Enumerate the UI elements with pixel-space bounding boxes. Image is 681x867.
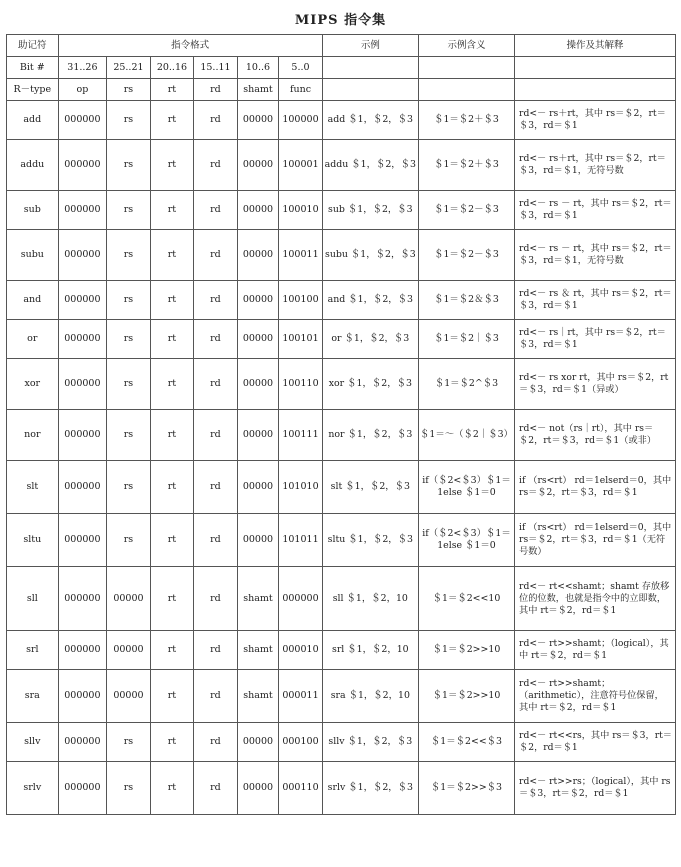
rd-cell: rd — [194, 631, 238, 670]
bit-row — [7, 57, 676, 79]
func-cell: 101011 — [279, 514, 323, 567]
rtype-op: op — [58, 79, 107, 101]
mnemonic-cell: addu — [7, 140, 59, 191]
example-meaning-cell: ＄1＝～（＄2｜＄3） — [418, 410, 514, 461]
rt-cell: rt — [150, 191, 194, 230]
example-meaning-cell: ＄1＝＄2－＄3 — [418, 230, 514, 281]
op-cell: 000000 — [58, 101, 107, 140]
op-cell: 000000 — [58, 670, 107, 723]
rtype-rt: rt — [150, 79, 194, 101]
empty-cell — [515, 57, 676, 79]
op-cell: 000000 — [58, 230, 107, 281]
operation-cell: rd<－ rs ＆ rt，其中 rs＝＄2，rt＝＄3，rd＝＄1 — [515, 281, 676, 320]
operation-cell: rd<－ not（rs｜rt），其中 rs＝＄2，rt＝＄3，rd＝＄1（或非） — [515, 410, 676, 461]
operation-cell: rd<－ rs｜rt，其中 rs＝＄2，rt＝＄3，rd＝＄1 — [515, 320, 676, 359]
rt-cell: rt — [150, 762, 194, 815]
rs-cell: 00000 — [107, 567, 151, 631]
instruction-row — [7, 723, 676, 762]
example-cell: sltu ＄1，＄2，＄3 — [322, 514, 418, 567]
rt-cell: rt — [150, 320, 194, 359]
instruction-row — [7, 230, 676, 281]
header-mnemonic: 助记符 — [7, 35, 59, 57]
rs-cell: rs — [107, 762, 151, 815]
mnemonic-cell: sltu — [7, 514, 59, 567]
rt-cell: rt — [150, 567, 194, 631]
rs-cell: rs — [107, 101, 151, 140]
example-cell: xor ＄1，＄2，＄3 — [322, 359, 418, 410]
op-cell: 000000 — [58, 514, 107, 567]
example-meaning-cell: ＄1＝＄2^＄3 — [418, 359, 514, 410]
rt-cell: rt — [150, 230, 194, 281]
instruction-row — [7, 359, 676, 410]
operation-cell: rd<－ rs xor rt，其中 rs＝＄2，rt＝＄3，rd＝＄1（异或） — [515, 359, 676, 410]
example-cell: addu ＄1，＄2，＄3 — [322, 140, 418, 191]
rs-cell: rs — [107, 410, 151, 461]
op-cell: 000000 — [58, 359, 107, 410]
func-cell: 000010 — [279, 631, 323, 670]
bit-rs: 25..21 — [107, 57, 151, 79]
example-meaning-cell: ＄1＝＄2>>10 — [418, 670, 514, 723]
bit-rd: 15..11 — [194, 57, 238, 79]
op-cell: 000000 — [58, 461, 107, 514]
rd-cell: rd — [194, 320, 238, 359]
shamt-cell: 00000 — [237, 723, 278, 762]
rt-cell: rt — [150, 723, 194, 762]
instruction-row — [7, 670, 676, 723]
mnemonic-cell: add — [7, 101, 59, 140]
operation-cell: if （rs<rt） rd＝1elserd＝0，其中 rs＝＄2，rt＝＄3，rd＝＄1 — [515, 461, 676, 514]
page-title: MIPS 指令集 — [294, 13, 387, 28]
instruction-row — [7, 281, 676, 320]
shamt-cell: shamt — [237, 631, 278, 670]
rt-cell: rt — [150, 514, 194, 567]
header-format: 指令格式 — [58, 35, 322, 57]
rd-cell: rd — [194, 359, 238, 410]
example-cell: sub ＄1，＄2，＄3 — [322, 191, 418, 230]
instruction-row — [7, 461, 676, 514]
func-cell: 100000 — [279, 101, 323, 140]
rtype-rd: rd — [194, 79, 238, 101]
mnemonic-cell: sub — [7, 191, 59, 230]
header-row — [7, 35, 676, 57]
example-meaning-cell: ＄1＝＄2＋＄3 — [418, 140, 514, 191]
mnemonic-cell: srlv — [7, 762, 59, 815]
func-cell: 101010 — [279, 461, 323, 514]
shamt-cell: 00000 — [237, 461, 278, 514]
mips-instruction-table — [6, 34, 676, 815]
mnemonic-cell: sllv — [7, 723, 59, 762]
rd-cell: rd — [194, 140, 238, 191]
rtype-rs: rs — [107, 79, 151, 101]
rtype-shamt: shamt — [237, 79, 278, 101]
func-cell: 100100 — [279, 281, 323, 320]
op-cell: 000000 — [58, 762, 107, 815]
example-cell: and ＄1，＄2，＄3 — [322, 281, 418, 320]
rd-cell: rd — [194, 101, 238, 140]
shamt-cell: 00000 — [237, 191, 278, 230]
example-meaning-cell: ＄1＝＄2<<10 — [418, 567, 514, 631]
instruction-row — [7, 101, 676, 140]
operation-cell: rd<－ rt<<shamt；shamt 存放移位的位数，也就是指令中的立即数，其中 rt＝＄2，rd＝＄1 — [515, 567, 676, 631]
example-meaning-cell: ＄1＝＄2＆＄3 — [418, 281, 514, 320]
operation-cell: rd<－ rt>>shamt；（logical），其中 rt＝＄2，rd＝＄1 — [515, 631, 676, 670]
shamt-cell: 00000 — [237, 359, 278, 410]
instruction-rows — [7, 101, 676, 815]
mnemonic-cell: or — [7, 320, 59, 359]
instruction-row — [7, 762, 676, 815]
rt-cell: rt — [150, 410, 194, 461]
rd-cell: rd — [194, 670, 238, 723]
mnemonic-cell: sll — [7, 567, 59, 631]
shamt-cell: shamt — [237, 670, 278, 723]
rd-cell: rd — [194, 410, 238, 461]
rd-cell: rd — [194, 567, 238, 631]
func-cell: 000110 — [279, 762, 323, 815]
example-cell: sra ＄1，＄2，10 — [322, 670, 418, 723]
func-cell: 100101 — [279, 320, 323, 359]
instruction-row — [7, 410, 676, 461]
rt-cell: rt — [150, 461, 194, 514]
empty-cell — [515, 79, 676, 101]
bit-shamt: 10..6 — [237, 57, 278, 79]
example-meaning-cell: ＄1＝＄2<<＄3 — [418, 723, 514, 762]
instruction-row — [7, 140, 676, 191]
func-cell: 000000 — [279, 567, 323, 631]
rt-cell: rt — [150, 140, 194, 191]
mnemonic-cell: srl — [7, 631, 59, 670]
instruction-row — [7, 514, 676, 567]
example-meaning-cell: if（＄2<＄3）＄1＝1else ＄1＝0 — [418, 461, 514, 514]
rt-cell: rt — [150, 359, 194, 410]
example-cell: subu ＄1，＄2，＄3 — [322, 230, 418, 281]
header-operation: 操作及其解释 — [515, 35, 676, 57]
example-cell: nor ＄1，＄2，＄3 — [322, 410, 418, 461]
rs-cell: rs — [107, 191, 151, 230]
operation-cell: rd<－ rs － rt，其中 rs＝＄2，rt＝＄3，rd＝＄1 — [515, 191, 676, 230]
func-cell: 100001 — [279, 140, 323, 191]
bit-label: Bit # — [7, 57, 59, 79]
instruction-row — [7, 567, 676, 631]
shamt-cell: 00000 — [237, 230, 278, 281]
shamt-cell: 00000 — [237, 410, 278, 461]
shamt-cell: 00000 — [237, 320, 278, 359]
example-meaning-cell: if（＄2<＄3）＄1＝1else ＄1＝0 — [418, 514, 514, 567]
example-cell: slt ＄1，＄2，＄3 — [322, 461, 418, 514]
rd-cell: rd — [194, 191, 238, 230]
empty-cell — [322, 79, 418, 101]
rs-cell: rs — [107, 230, 151, 281]
func-cell: 100110 — [279, 359, 323, 410]
op-cell: 000000 — [58, 140, 107, 191]
rs-cell: rs — [107, 461, 151, 514]
rd-cell: rd — [194, 230, 238, 281]
operation-cell: rd<－ rt>>rs；（logical），其中 rs＝＄3，rt＝＄2，rd＝＄1 — [515, 762, 676, 815]
op-cell: 000000 — [58, 567, 107, 631]
instruction-row — [7, 191, 676, 230]
example-meaning-cell: ＄1＝＄2｜＄3 — [418, 320, 514, 359]
header-example-meaning: 示例含义 — [418, 35, 514, 57]
rd-cell: rd — [194, 762, 238, 815]
func-cell: 100011 — [279, 230, 323, 281]
func-cell: 100010 — [279, 191, 323, 230]
mnemonic-cell: and — [7, 281, 59, 320]
operation-cell: rd<－ rs＋rt，其中 rs＝＄2，rt＝＄3，rd＝＄1，无符号数 — [515, 140, 676, 191]
op-cell: 000000 — [58, 723, 107, 762]
func-cell: 000100 — [279, 723, 323, 762]
bit-func: 5..0 — [279, 57, 323, 79]
mnemonic-cell: xor — [7, 359, 59, 410]
op-cell: 000000 — [58, 281, 107, 320]
rt-cell: rt — [150, 670, 194, 723]
instruction-row — [7, 631, 676, 670]
example-meaning-cell: ＄1＝＄2>>10 — [418, 631, 514, 670]
rd-cell: rd — [194, 723, 238, 762]
shamt-cell: 00000 — [237, 514, 278, 567]
empty-cell — [418, 79, 514, 101]
example-cell: or ＄1，＄2，＄3 — [322, 320, 418, 359]
func-cell: 000011 — [279, 670, 323, 723]
rt-cell: rt — [150, 631, 194, 670]
shamt-cell: 00000 — [237, 140, 278, 191]
shamt-cell: 00000 — [237, 762, 278, 815]
operation-cell: rd<－ rt>>shamt；（arithmetic），注意符号位保留，其中 rt＝＄2，rd＝＄1 — [515, 670, 676, 723]
bit-op: 31..26 — [58, 57, 107, 79]
operation-cell: rd<－ rs － rt，其中 rs＝＄2，rt＝＄3，rd＝＄1，无符号数 — [515, 230, 676, 281]
example-meaning-cell: ＄1＝＄2>>＄3 — [418, 762, 514, 815]
rs-cell: rs — [107, 140, 151, 191]
rt-cell: rt — [150, 101, 194, 140]
example-cell: srl ＄1，＄2，10 — [322, 631, 418, 670]
example-meaning-cell: ＄1＝＄2＋＄3 — [418, 101, 514, 140]
func-cell: 100111 — [279, 410, 323, 461]
shamt-cell: 00000 — [237, 101, 278, 140]
rs-cell: rs — [107, 514, 151, 567]
example-cell: srlv ＄1，＄2，＄3 — [322, 762, 418, 815]
example-cell: sllv ＄1，＄2，＄3 — [322, 723, 418, 762]
instruction-row — [7, 320, 676, 359]
rs-cell: 00000 — [107, 631, 151, 670]
rs-cell: rs — [107, 723, 151, 762]
bit-rt: 20..16 — [150, 57, 194, 79]
op-cell: 000000 — [58, 631, 107, 670]
rtype-func: func — [279, 79, 323, 101]
operation-cell: rd<－ rs＋rt，其中 rs＝＄2，rt＝＄3，rd＝＄1 — [515, 101, 676, 140]
op-cell: 000000 — [58, 320, 107, 359]
rs-cell: rs — [107, 281, 151, 320]
rtype-label: R－type — [7, 79, 59, 101]
empty-cell — [418, 57, 514, 79]
rs-cell: rs — [107, 320, 151, 359]
rd-cell: rd — [194, 461, 238, 514]
mnemonic-cell: slt — [7, 461, 59, 514]
mnemonic-cell: nor — [7, 410, 59, 461]
mnemonic-cell: subu — [7, 230, 59, 281]
op-cell: 000000 — [58, 191, 107, 230]
rd-cell: rd — [194, 281, 238, 320]
rs-cell: rs — [107, 359, 151, 410]
rt-cell: rt — [150, 281, 194, 320]
example-meaning-cell: ＄1＝＄2－＄3 — [418, 191, 514, 230]
rd-cell: rd — [194, 514, 238, 567]
example-cell: sll ＄1，＄2，10 — [322, 567, 418, 631]
operation-cell: if （rs<rt） rd＝1elserd＝0，其中 rs＝＄2，rt＝＄3，rd＝＄1（无符号数） — [515, 514, 676, 567]
rtype-row — [7, 79, 676, 101]
header-example: 示例 — [322, 35, 418, 57]
operation-cell: rd<－ rt<<rs，其中 rs＝＄3，rt＝＄2，rd＝＄1 — [515, 723, 676, 762]
mnemonic-cell: sra — [7, 670, 59, 723]
rs-cell: 00000 — [107, 670, 151, 723]
op-cell: 000000 — [58, 410, 107, 461]
example-cell: add ＄1，＄2，＄3 — [322, 101, 418, 140]
shamt-cell: shamt — [237, 567, 278, 631]
empty-cell — [322, 57, 418, 79]
shamt-cell: 00000 — [237, 281, 278, 320]
